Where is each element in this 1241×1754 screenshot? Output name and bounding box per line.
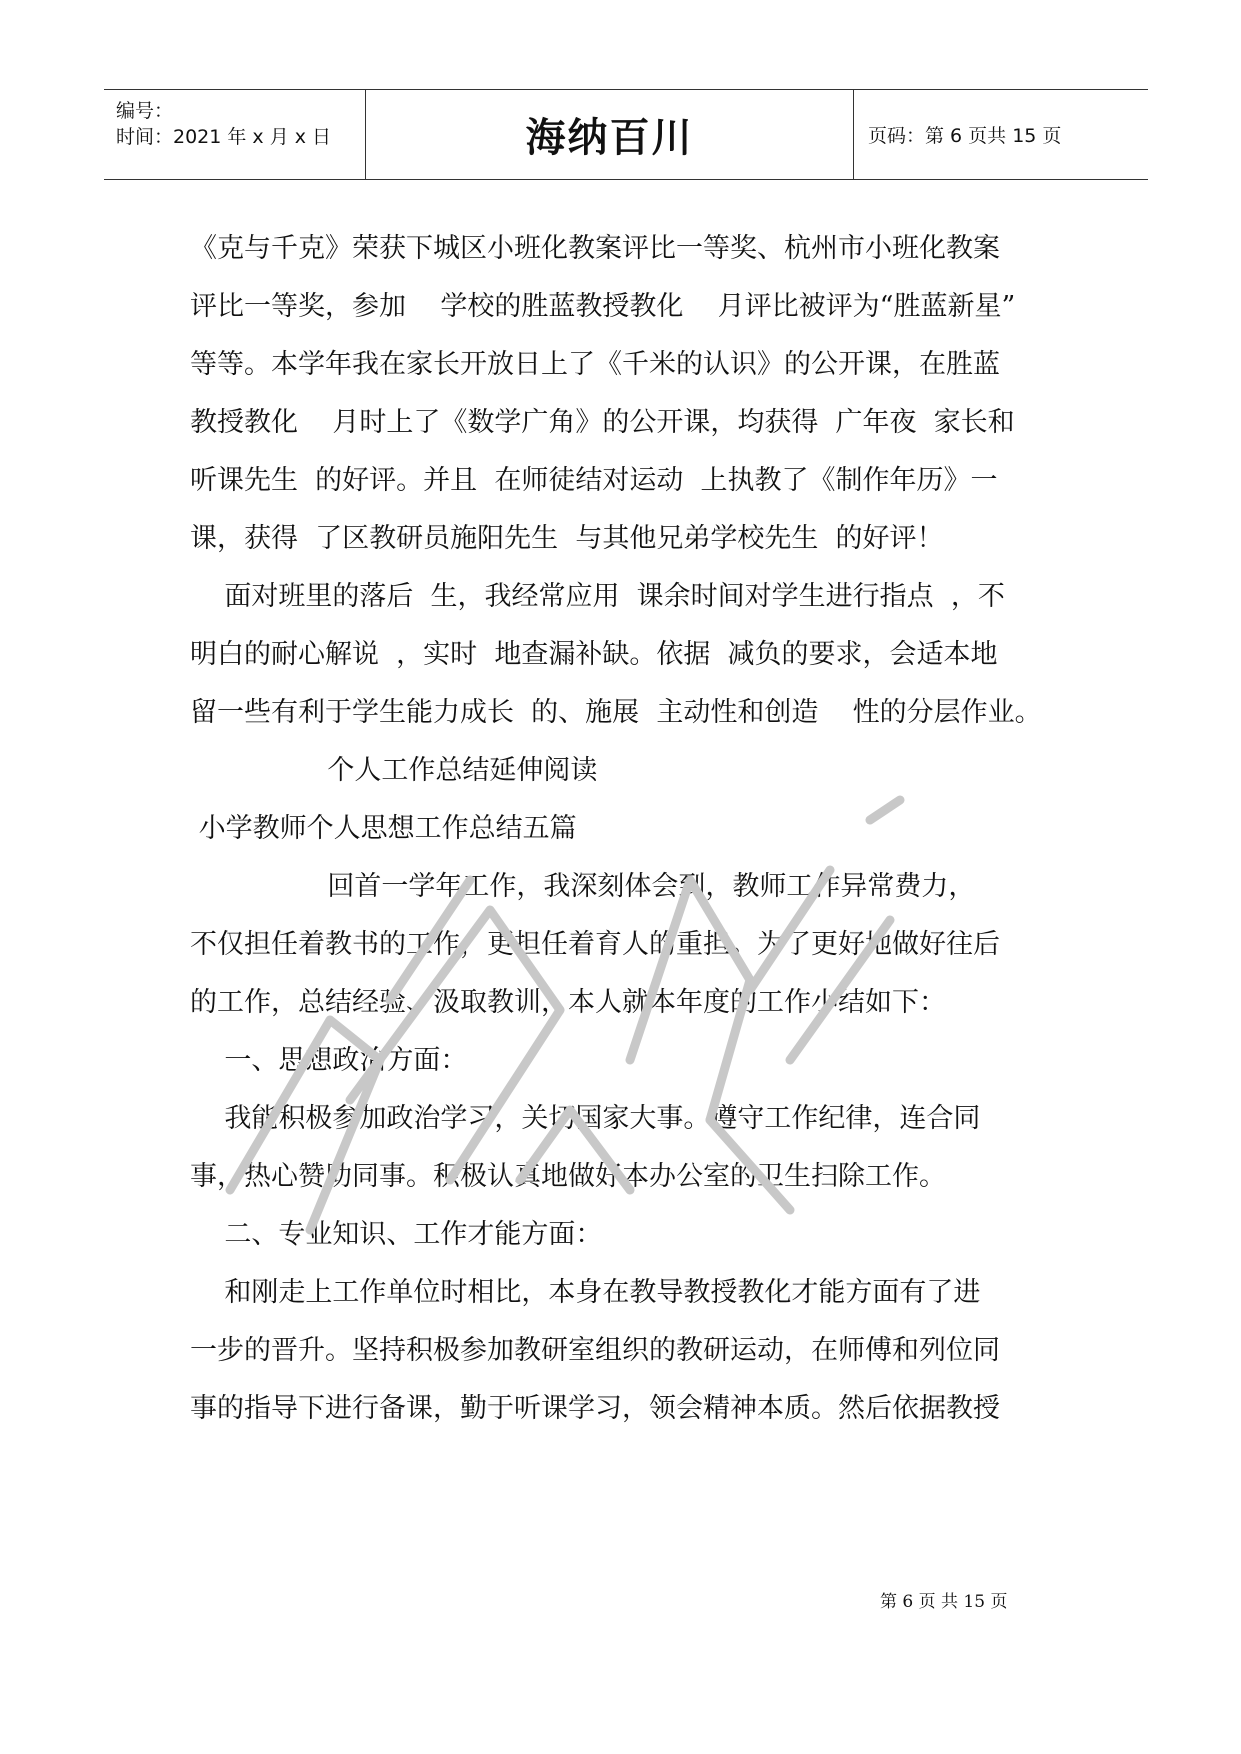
date-label: 时间：2021 年 x 月 x 日 — [116, 126, 332, 148]
body-line: 课，获得 了区教研员施阳先生 与其他兄弟学校先生 的好评！ — [190, 523, 944, 554]
body-line: 我能积极参加政治学习，关切国家大事。遵守工作纪律，连合同 — [190, 1103, 981, 1134]
body-line: 听课先生 的好评。并且 在师徒结对运动 上执教了《制作年历》一 — [190, 465, 998, 496]
section-heading: 个人工作总结延伸阅读 — [190, 755, 598, 786]
body-line: 事的指导下进行备课，勤于听课学习，领会精神本质。然后依据教授 — [190, 1393, 1000, 1424]
brand-title: 海纳百川 — [525, 115, 694, 161]
header-page-cell — [854, 90, 1148, 179]
body-line: 回首一学年工作，我深刻体会到，教师工作异常费力， — [190, 871, 976, 902]
article-title: 小学教师个人思想工作总结五篇 — [190, 813, 577, 844]
body-line: 评比一等奖，参加 学校的胜蓝教授教化 月评比被评为“胜蓝新星” — [190, 291, 1016, 322]
body-line: 《克与千克》荣获下城区小班化教案评比一等奖、杭州市小班化教案 — [190, 233, 1000, 264]
body-line: 明白的耐心解说 ，实时 地查漏补缺。依据 减负的要求，会适本地 — [190, 639, 998, 670]
body-line: 教授教化 月时上了《数学广角》的公开课，均获得 广年夜 家长和 — [190, 407, 1015, 438]
page-footer: 第 6 页 共 15 页 — [880, 1592, 1008, 1612]
subheading: 二、专业知识、工作才能方面： — [190, 1219, 603, 1250]
body-line: 事，热心赞助同事。积极认真地做好本办公室的卫生扫除工作。 — [190, 1161, 946, 1192]
body-line: 留一些有利于学生能力成长 的、施展 主动性和创造 性的分层作业。 — [190, 697, 1042, 728]
header-brand-cell — [366, 90, 854, 179]
body-line: 一步的晋升。坚持积极参加教研室组织的教研运动，在师傅和列位同 — [190, 1335, 1000, 1366]
document-header — [104, 89, 1148, 180]
body-line: 等等。本学年我在家长开放日上了《千米的认识》的公开课，在胜蓝 — [190, 349, 1000, 380]
document-body — [190, 220, 1060, 1438]
serial-number-label: 编号： — [116, 100, 174, 122]
header-meta-cell — [104, 90, 366, 179]
body-line: 面对班里的落后 生，我经常应用 课余时间对学生进行指点 ，不 — [190, 581, 1005, 612]
subheading: 一、思想政治方面： — [190, 1045, 468, 1076]
body-line: 不仅担任着教书的工作，更担任着育人的重担。为了更好地做好往后 — [190, 929, 1000, 960]
body-line: 的工作，总结经验、汲取教训，本人就本年度的工作小结如下： — [190, 987, 946, 1018]
page-number-label: 页码：第 6 页共 15 页 — [868, 125, 1062, 147]
body-line: 和刚走上工作单位时相比，本身在教导教授教化才能方面有了进 — [190, 1277, 981, 1308]
